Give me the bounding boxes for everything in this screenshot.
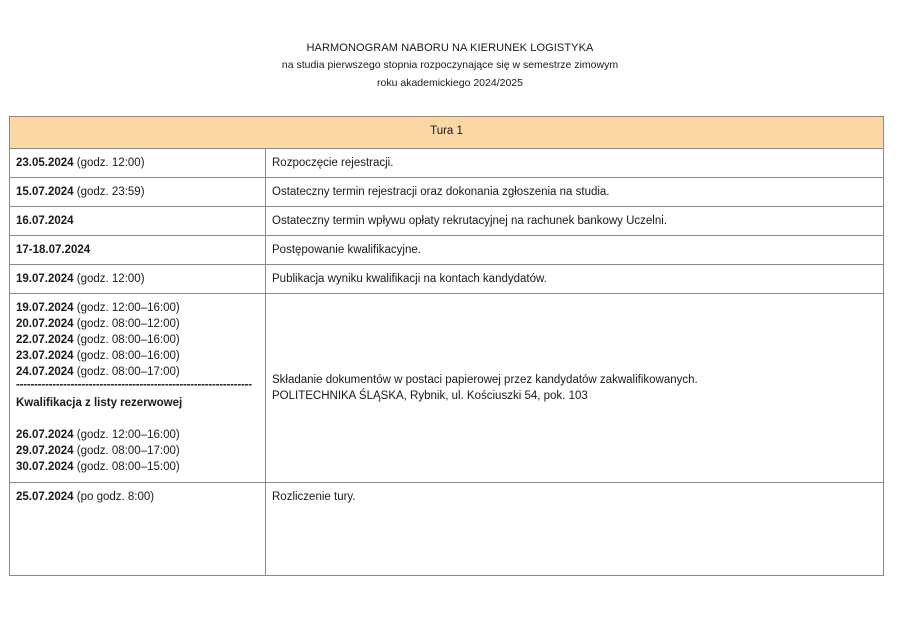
date-cell [10, 483, 266, 576]
tura-label: Tura 1 [10, 117, 884, 149]
document-title: HARMONOGRAM NABORU NA KIERUNEK LOGISTYKA [306, 42, 594, 54]
academic-year: roku akademickiego 2024/2025 [377, 77, 523, 89]
date-text: 29.07.2024 [16, 445, 74, 457]
documents-description-cell [266, 294, 884, 483]
date-line [16, 427, 259, 443]
date-cell [10, 207, 266, 236]
table-row [10, 178, 884, 207]
schedule-table [9, 116, 884, 576]
date-text: 16.07.2024 [16, 215, 74, 227]
time-text: (godz. 08:00–15:00) [73, 461, 180, 473]
documents-dates-cell [10, 294, 266, 483]
time-text: (godz. 12:00) [73, 273, 145, 285]
document-subtitle: na studia pierwszego stopnia rozpoczynające się w semestrze zimowym [281, 59, 619, 71]
date-line [16, 459, 259, 475]
time-text: (godz. 12:00–16:00) [73, 429, 180, 441]
documents-address: POLITECHNIKA ŚLĄSKA, Rybnik, ul. Kościuszki 54, pok. 103 [272, 390, 588, 402]
date-text: 20.07.2024 [16, 318, 74, 330]
date-line [16, 364, 259, 380]
date-text: 17-18.07.2024 [16, 244, 91, 256]
date-text: 25.07.2024 [16, 491, 74, 503]
time-text: (godz. 08:00–16:00) [73, 350, 180, 362]
date-line [16, 348, 259, 364]
description-cell: Postępowanie kwalifikacyjne. [266, 236, 884, 265]
table-row-documents [10, 294, 884, 483]
date-line [16, 300, 259, 316]
time-text: (godz. 12:00–16:00) [73, 302, 180, 314]
date-cell [10, 149, 266, 178]
time-text: (godz. 08:00–16:00) [73, 334, 180, 346]
time-text: (po godz. 8:00) [73, 491, 155, 503]
documents-description: Składanie dokumentów w postaci papierowej przez kandydatów zakwalifikowanych. [272, 374, 698, 386]
description-cell: Rozpoczęcie rejestracji. [266, 149, 884, 178]
dashed-separator: ----------------------------------------------------------------- [16, 381, 252, 389]
spacer [16, 411, 259, 427]
date-text: 26.07.2024 [16, 429, 74, 441]
time-text: (godz. 08:00–17:00) [73, 366, 180, 378]
date-text: 23.07.2024 [16, 350, 74, 362]
time-text: (godz. 08:00–17:00) [73, 445, 180, 457]
description-cell: Ostateczny termin rejestracji oraz dokonania zgłoszenia na studia. [266, 178, 884, 207]
time-text: (godz. 08:00–12:00) [73, 318, 180, 330]
description-cell: Ostateczny termin wpływu opłaty rekrutacyjnej na rachunek bankowy Uczelni. [266, 207, 884, 236]
date-line [16, 332, 259, 348]
date-cell [10, 178, 266, 207]
date-cell [10, 236, 266, 265]
date-text: 24.07.2024 [16, 366, 74, 378]
date-text: 19.07.2024 [16, 273, 74, 285]
date-text: 19.07.2024 [16, 302, 74, 314]
date-line [16, 316, 259, 332]
document-header [0, 40, 900, 92]
table-row [10, 483, 884, 576]
reserve-list-label: Kwalifikacja z listy rezerwowej [16, 397, 183, 409]
date-text: 30.07.2024 [16, 461, 74, 473]
date-text: 15.07.2024 [16, 186, 74, 198]
date-text: 23.05.2024 [16, 157, 74, 169]
description-cell: Publikacja wyniku kwalifikacji na kontach kandydatów. [266, 265, 884, 294]
time-text: (godz. 12:00) [73, 157, 145, 169]
table-row [10, 236, 884, 265]
tura-header-row [10, 117, 884, 149]
description-cell: Rozliczenie tury. [266, 483, 884, 576]
date-line [16, 443, 259, 459]
time-text: (godz. 23:59) [73, 186, 145, 198]
table-row [10, 207, 884, 236]
table-row [10, 265, 884, 294]
date-text: 22.07.2024 [16, 334, 74, 346]
date-cell [10, 265, 266, 294]
table-row [10, 149, 884, 178]
